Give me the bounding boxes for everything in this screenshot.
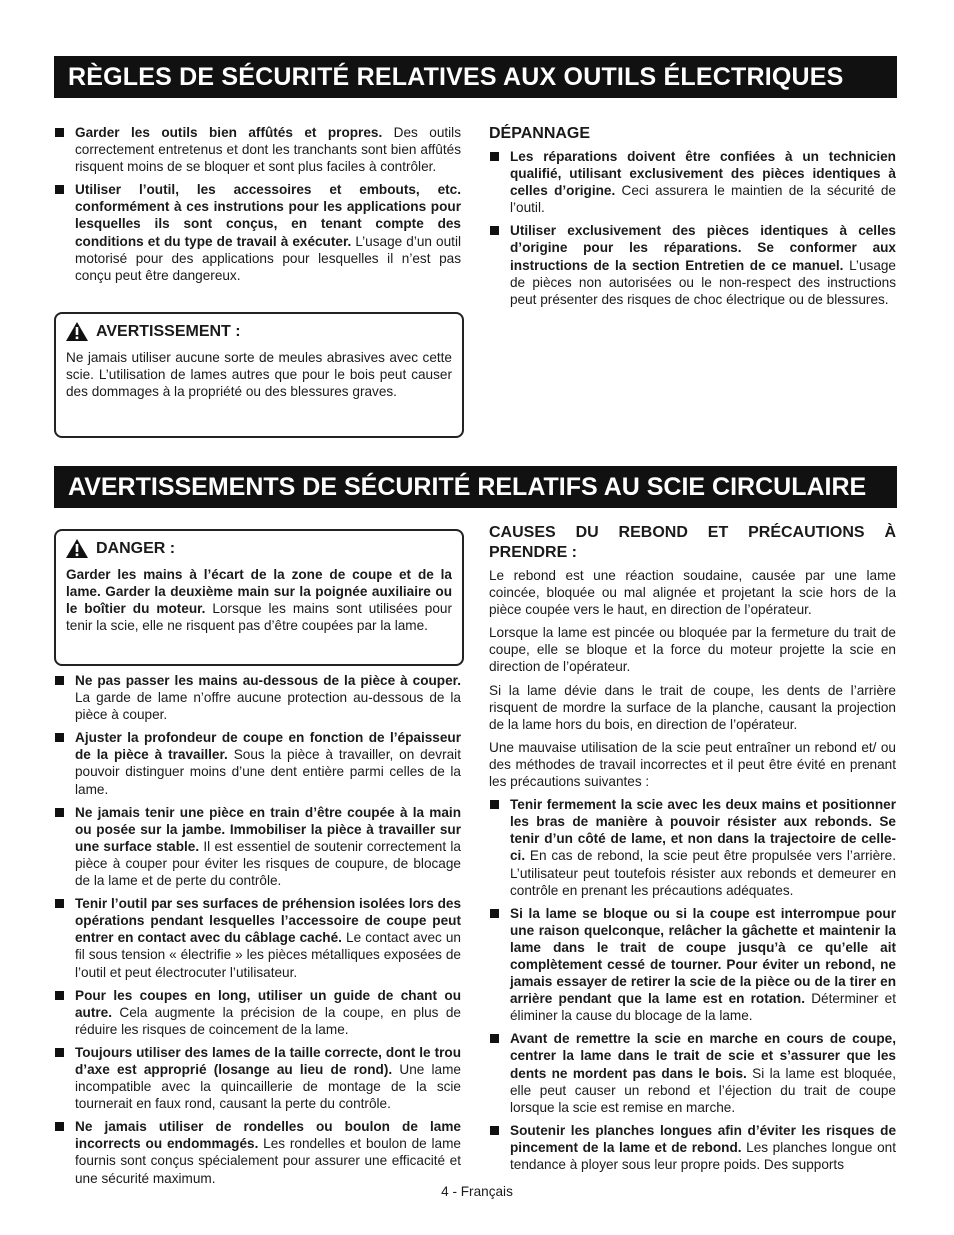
section-banner-circular-saw: AVERTISSEMENTS DE SÉCURITÉ RELATIFS AU SCIE CIRCULAIRE	[54, 466, 897, 508]
rebond-paragraph: Le rebond est une réaction soudaine, causée par une lame coincée, bloquée ou mal alignée et projetant la scie hors de la pièce coupée vers le haut, en direction de l’opérateur.	[489, 568, 896, 618]
bullet-item	[54, 895, 461, 980]
danger-bold-text: Garder les mains à l’écart de la zone de coupe et de la lame. Garder la deuxième main sur la poignée auxiliaire ou le boîtier du moteur.	[66, 567, 452, 617]
page-footer: 4 - Français	[441, 1184, 513, 1199]
warning-box	[54, 312, 464, 438]
bullet-bold-text: Soutenir les planches longues afin d’éviter les risques de pincement de la lame et de rebond.	[510, 1122, 896, 1155]
rebond-heading: CAUSES DU REBOND ET PRÉCAUTIONS À PRENDRE :	[489, 524, 896, 561]
bullet-text: Les planches longue ont tendance à ployer sous leur propre poids. Des supports	[510, 1139, 896, 1172]
danger-normal-text: Lorsque les mains sont utilisées pour tenir la scie, elle ne risquent pas d’être coupées par la lame.	[66, 601, 452, 634]
rebond-paragraph: Une mauvaise utilisation de la scie peut entraîner un rebond et/ ou des méthodes de travail incorrectes et il peut être évité en prenant les précautions suivantes :	[489, 739, 896, 790]
bullet-item	[489, 796, 896, 899]
bullet-bold-text: Ajuster la profondeur de coupe en fonction de l’épaisseur de la pièce à travailler.	[75, 730, 461, 763]
bullet-text: Sous la pièce à travailler, on devrait pouvoir distinguer moins d’une dent entière parmi celles de la lame.	[75, 747, 461, 797]
danger-header	[66, 539, 452, 558]
warning-header	[66, 322, 452, 341]
danger-box	[54, 529, 464, 666]
bullet-square-icon	[490, 1126, 499, 1135]
bullet-item	[54, 124, 461, 175]
rebond-column	[489, 523, 896, 1179]
s2-left-column	[54, 672, 461, 1193]
bullet-text: L’usage d’un outil motorisé pour des applications pour lesquelles il n’est pas conçu peut être dangereux.	[75, 233, 461, 283]
bullet-square-icon	[490, 152, 499, 161]
bullet-text: Le contact avec un fil sous tension « électrifie » les pièces métalliques exposées de l’outil et peut électrocuter l’utilisateur.	[75, 930, 461, 980]
bullet-bold-text: Avant de remettre la scie en marche en cours de coupe, centrer la lame dans le trait de scie et s’assurer que les dents ne mordent pas dans le bois.	[510, 1031, 896, 1081]
bullet-text: Si la lame est bloquée, elle peut causer un rebond et l’éjection du trait de coupe lorsque la scie est remise en marche.	[510, 1065, 896, 1115]
rebond-paragraph: Si la lame dévie dans le trait de coupe, les dents de l’arrière risquent de mordre la surface de la planche, causant la projection de la lame hors du bois, en direction de l’opérateur.	[489, 682, 896, 732]
rebond-paragraphs	[489, 567, 896, 790]
depannage-list	[489, 148, 896, 308]
bullet-square-icon	[490, 226, 499, 235]
bullet-item	[54, 1118, 461, 1186]
depannage-column	[489, 124, 896, 314]
bullet-square-icon	[55, 808, 64, 817]
bullet-square-icon	[55, 676, 64, 685]
bullet-square-icon	[55, 185, 64, 194]
bullet-square-icon	[490, 1034, 499, 1043]
bullet-item	[489, 905, 896, 1025]
bullet-bold-text: Tenir l’outil par ses surfaces de préhension isolées lors des opérations pendant lesquelles l’accessoire de coupe peut entrer en contact avec du câblage caché.	[75, 896, 461, 946]
bullet-item	[489, 1122, 896, 1173]
danger-text	[66, 566, 452, 634]
bullet-item	[54, 181, 461, 284]
bullet-square-icon	[55, 128, 64, 137]
bullet-item	[489, 148, 896, 216]
bullet-text: La garde de lame n’offre aucune protection au-dessous de la pièce à couper.	[75, 690, 461, 723]
bullet-square-icon	[55, 733, 64, 742]
bullet-text: Une lame incompatible avec la quincaillerie de montage de la scie tournerait en faux rond, causant la perte du contrôle.	[75, 1061, 461, 1112]
warning-text: Ne jamais utiliser aucune sorte de meules abrasives avec cette scie. L’utilisation de lames autres que pour le bois peut causer des dommages à la propriété ou des blessures graves.	[66, 350, 452, 400]
bullet-item	[54, 672, 461, 723]
bullet-text: Il est essentiel de soutenir correctement la pièce à couper pour éviter les risques de coupure, de blocage de la lame et de perte du contrôle.	[75, 838, 461, 889]
s1-left-column	[54, 124, 461, 290]
bullet-bold-text: Si la lame se bloque ou si la coupe est interrompue pour une raison quelconque, relâcher la gâchette et maintenir la lame dans le trait de coupe jusqu’à ce qu’elle ait complètement cessé de tourner. Pour éviter un rebond, ne jamais essayer de retirer la scie de la pièce ou de la tirer en arrière pendant que la lame est en rotation.	[510, 905, 896, 1007]
bullet-item	[54, 1044, 461, 1112]
warning-title: AVERTISSEMENT :	[96, 322, 241, 340]
bullet-bold-text: Garder les outils bien affûtés et propres.	[75, 125, 383, 140]
bullet-bold-text: Les réparations doivent être confiées à un technicien qualifié, utilisant exclusivement des pièces identiques à celles d’origine.	[510, 149, 896, 199]
bullet-text: Ceci assurera le maintien de la sécurité de l’outil.	[510, 183, 896, 216]
bullet-bold-text: Tenir fermement la scie avec les deux mains et positionner les bras de manière à pouvoir résister aux rebonds. Se tenir d’un côté de lame, et non dans la trajectoire de celle-ci.	[510, 797, 896, 864]
bullet-bold-text: Ne jamais utiliser de rondelles ou boulon de lame incorrects ou endommagés.	[75, 1119, 461, 1152]
bullet-item	[54, 804, 461, 889]
rebond-paragraph: Lorsque la lame est pincée ou bloquée par la fermeture du trait de coupe, elle se bloque et la force du moteur projette la scie en direction de l’opérateur.	[489, 625, 896, 675]
bullet-item	[54, 729, 461, 797]
bullet-text: Les rondelles et boulon de lame fournis sont conçus spécialement pour assurer une efficacité et une sécurité maximum.	[75, 1136, 461, 1186]
bullet-item	[489, 222, 896, 307]
bullet-text: L’usage de pièces non autorisées ou le non-respect des instructions peut présenter des risques de choc électrique ou de blessures.	[510, 257, 896, 307]
danger-title: DANGER :	[96, 539, 176, 557]
bullet-text: Déterminer et éliminer la cause du blocage de la lame.	[510, 991, 896, 1024]
depannage-heading: DÉPANNAGE	[489, 125, 591, 142]
warning-triangle-icon	[66, 539, 88, 558]
bullet-square-icon	[55, 991, 64, 1000]
warning-triangle-icon	[66, 322, 88, 341]
rebond-list	[489, 796, 896, 1173]
bullet-text: Cela augmente la précision de la coupe, en plus de réduire les risques de coincement de la lame.	[75, 1004, 461, 1037]
bullet-text: Des outils correctement entretenus et dont les tranchants sont bien affûtés risquent moins de se bloquer et sont plus faciles à contrôler.	[75, 125, 462, 175]
bullet-bold-text: Utiliser l’outil, les accessoires et embouts, etc. conformément à ces instrutions pour les applications pour lesquelles ils sont conçus, en tenant compte des conditions et du type de travail à exécuter.	[75, 182, 461, 249]
bullet-item	[54, 987, 461, 1038]
bullet-bold-text: Ne jamais tenir une pièce en train d’être coupée à la main ou posée sur la jambe. Immobiliser la pièce à travailler sur une surface stable.	[75, 804, 461, 854]
bullet-square-icon	[55, 1122, 64, 1131]
bullet-text: En cas de rebond, la scie peut être propulsée vers l’arrière. L’utilisateur peut toutefois résister aux rebonds et demeurer en contrôle en prenant les précautions adéquates.	[510, 848, 896, 898]
bullet-bold-text: Pour les coupes en long, utiliser un guide de chant ou autre.	[75, 987, 461, 1020]
bullet-square-icon	[490, 909, 499, 918]
bullet-item	[489, 1030, 896, 1115]
bullet-bold-text: Toujours utiliser des lames de la taille correcte, dont le trou d’axe est approprié (losange au lieu de rond).	[75, 1044, 461, 1077]
bullet-square-icon	[55, 1048, 64, 1057]
bullet-square-icon	[55, 899, 64, 908]
bullet-bold-text: Ne pas passer les mains au-dessous de la pièce à couper.	[75, 673, 461, 688]
section-banner-power-tools: RÈGLES DE SÉCURITÉ RELATIVES AUX OUTILS ÉLECTRIQUES	[54, 56, 897, 98]
bullet-square-icon	[490, 800, 499, 809]
bullet-bold-text: Utiliser exclusivement des pièces identiques à celles d’origine pour les réparations. Se conformer aux instructions de la section Entretien de ce manuel.	[510, 223, 896, 273]
